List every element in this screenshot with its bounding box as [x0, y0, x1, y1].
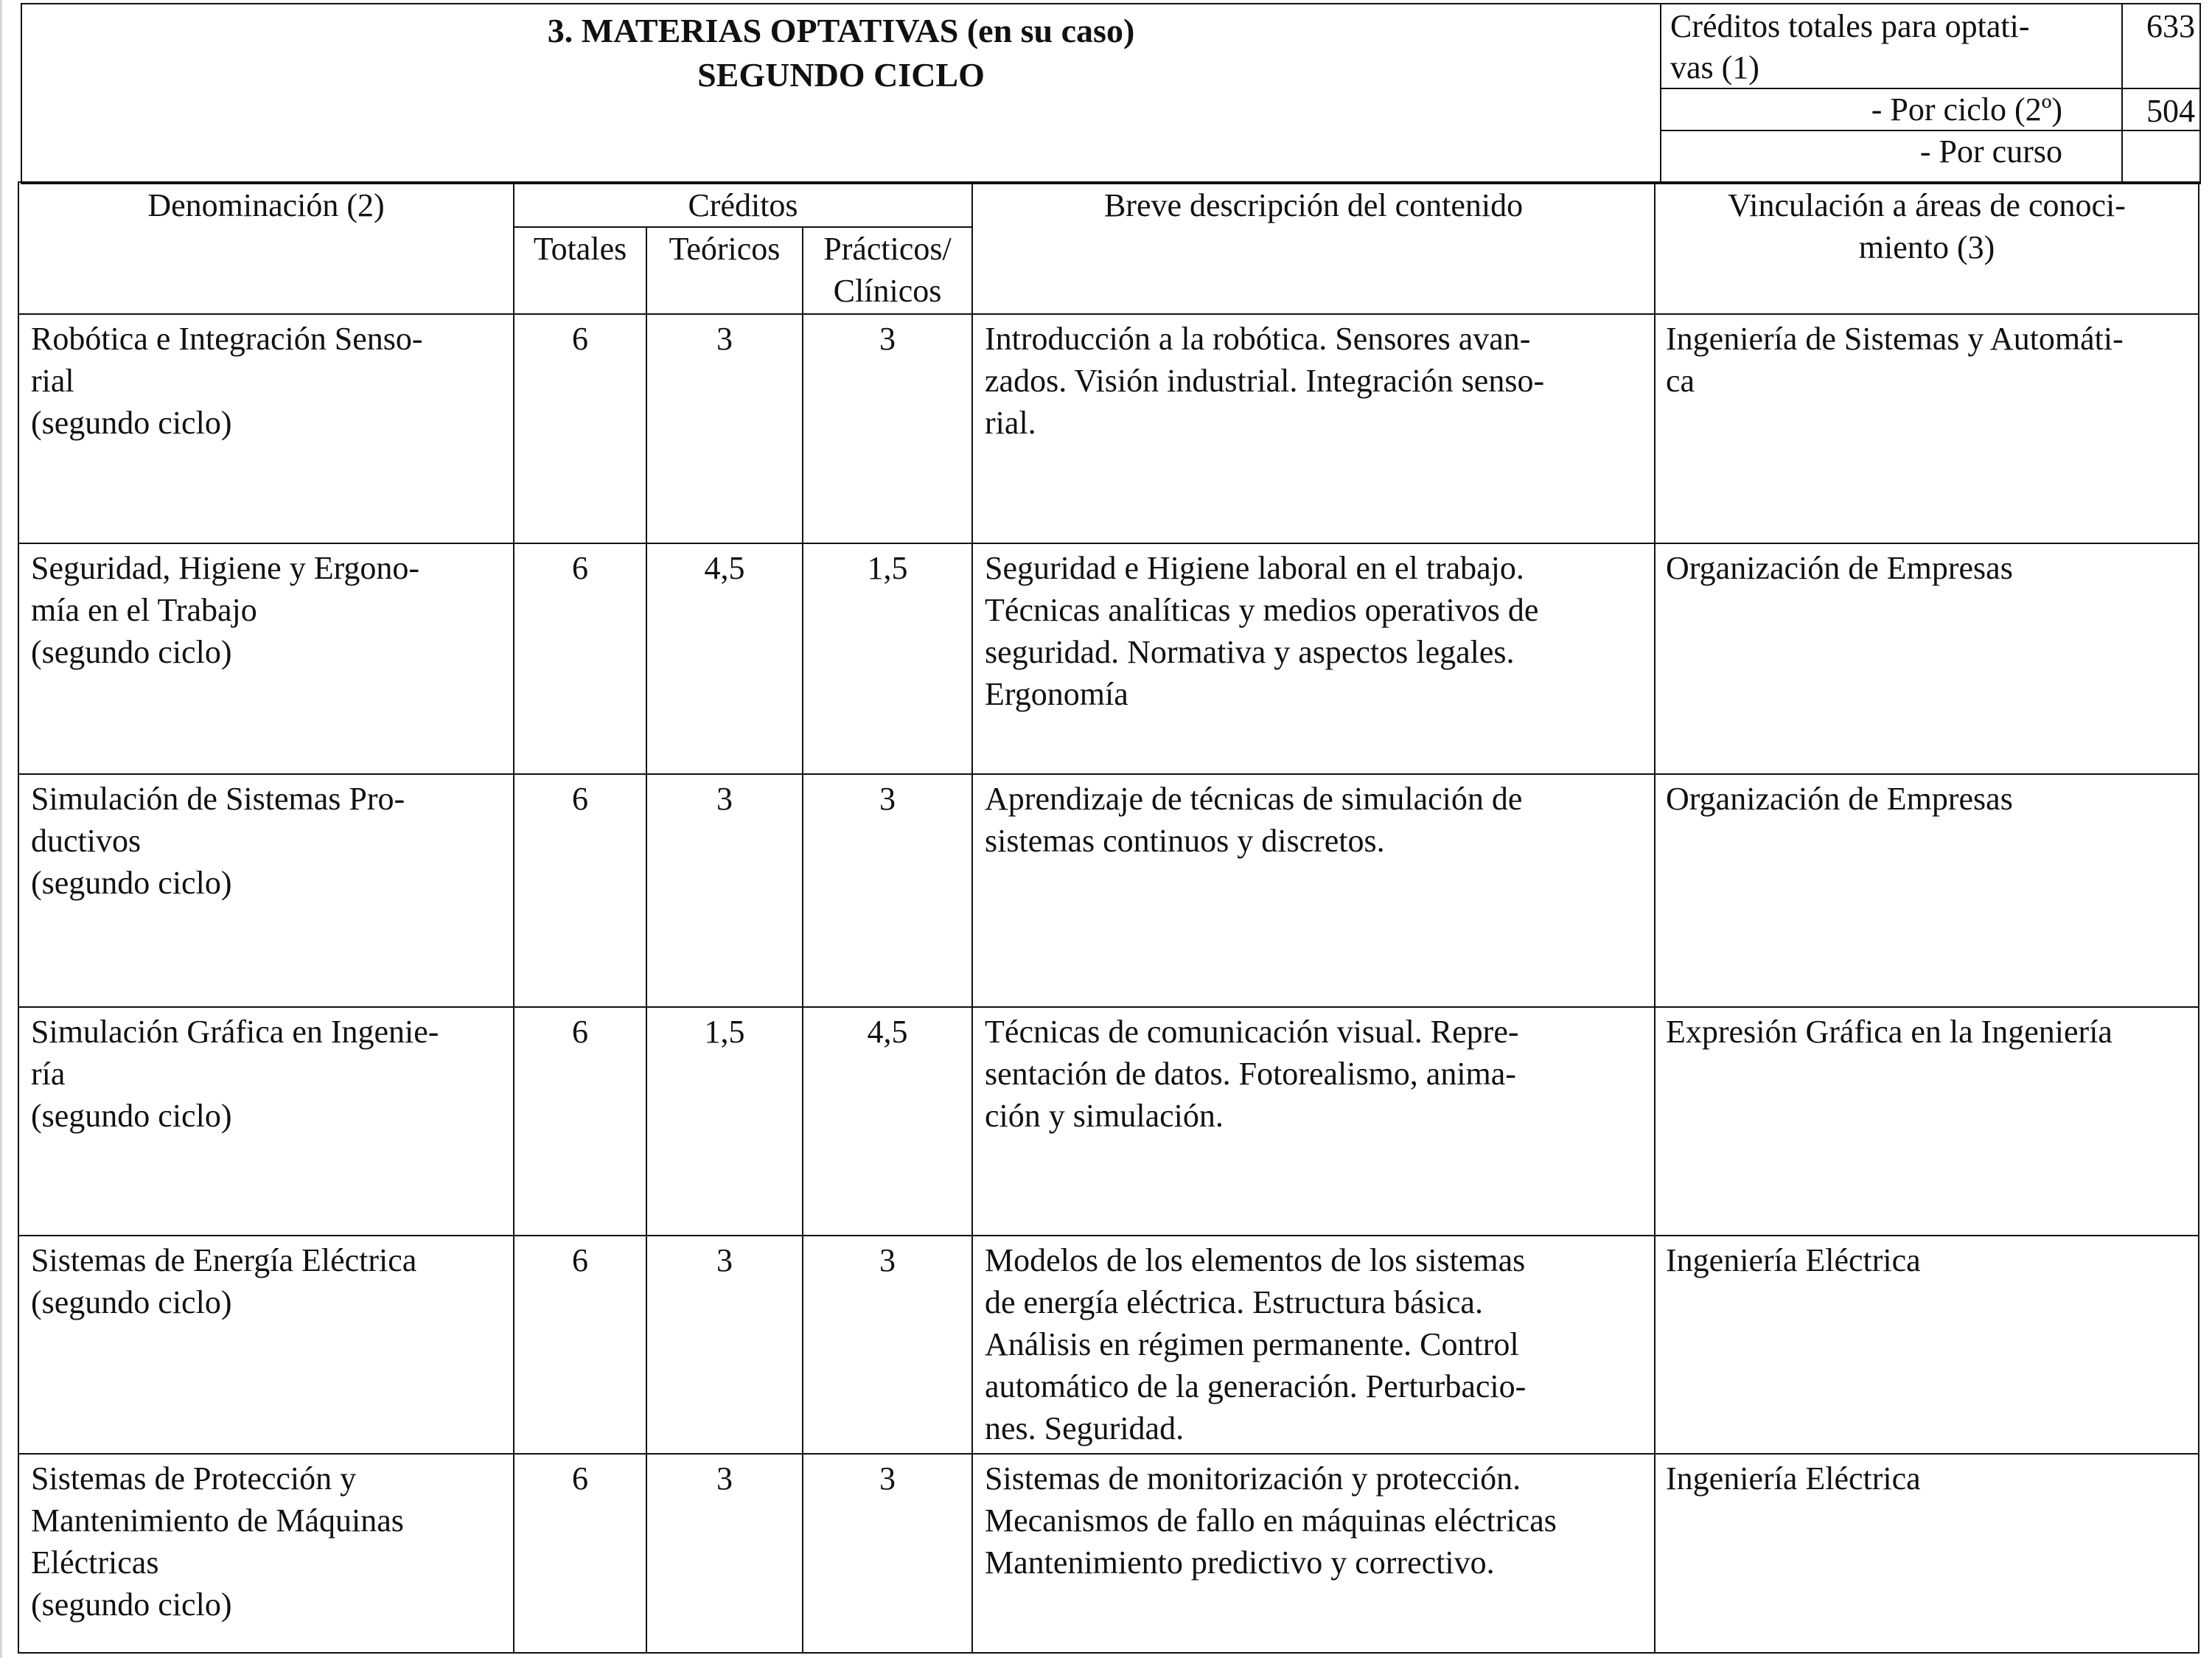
credits-theory: 3 [646, 1454, 803, 1653]
subject-name: Simulación de Sistemas Pro- ductivos (segundo ciclo) [18, 774, 514, 1007]
credits-practice: 3 [803, 1236, 972, 1453]
credits-total: 6 [514, 543, 646, 775]
col-header-totales: Totales [514, 227, 646, 314]
table-row [18, 314, 2199, 543]
table-row [18, 774, 2199, 1007]
title-line-1: 3. MATERIAS OPTATIVAS (en su caso) [547, 12, 1135, 49]
per-course-label: - Por curso [1661, 131, 2123, 183]
credits-practice: 3 [803, 1454, 972, 1653]
subject-name: Sistemas de Energía Eléctrica (segundo ciclo) [18, 1236, 514, 1453]
title-line-2: SEGUNDO CICLO [697, 56, 985, 94]
per-course-value [2123, 131, 2199, 183]
header-block [21, 3, 2201, 184]
credits-theory: 3 [646, 314, 803, 543]
knowledge-area: Organización de Empresas [1655, 543, 2199, 775]
credits-theory: 4,5 [646, 543, 803, 775]
subject-description: Técnicas de comunicación visual. Repre- sentación de datos. Fotorealismo, anima- ción y simulación. [972, 1007, 1655, 1236]
per-cycle-label: - Por ciclo (2º) [1661, 89, 2123, 131]
subject-description: Modelos de los elementos de los sistemas de energía eléctrica. Estructura básica. Análisis en régimen permanente. Control automático de la generación. Perturbacio- nes. Seguridad. [972, 1236, 1655, 1453]
knowledge-area: Ingeniería Eléctrica [1655, 1454, 2199, 1653]
table-row [18, 1236, 2199, 1453]
credits-total: 6 [514, 314, 646, 543]
subject-description: Seguridad e Higiene laboral en el trabajo. Técnicas analíticas y medios operativos de seguridad. Normativa y aspectos legales. Ergonomía [972, 543, 1655, 775]
knowledge-area: Ingeniería de Sistemas y Automáti- ca [1655, 314, 2199, 543]
credits-theory: 1,5 [646, 1007, 803, 1236]
credits-practice: 3 [803, 314, 972, 543]
col-header-teoricos: Teóricos [646, 227, 803, 314]
subject-name: Simulación Gráfica en Ingenie- ría (segundo ciclo) [18, 1007, 514, 1236]
col-header-descripcion: Breve descripción del contenido [972, 182, 1655, 314]
col-header-denominacion: Denominación (2) [18, 182, 514, 314]
knowledge-area: Expresión Gráfica en la Ingeniería [1655, 1007, 2199, 1236]
table-row [18, 1454, 2199, 1653]
credits-total: 6 [514, 1007, 646, 1236]
credits-practice: 3 [803, 774, 972, 1007]
total-credits-label: Créditos totales para optati- vas (1) [1661, 4, 2123, 89]
document-title [22, 4, 1661, 183]
knowledge-area: Ingeniería Eléctrica [1655, 1236, 2199, 1453]
table-row [18, 1007, 2199, 1236]
knowledge-area: Organización de Empresas [1655, 774, 2199, 1007]
table-row [18, 543, 2199, 775]
col-header-practicos: Prácticos/ Clínicos [803, 227, 972, 314]
subject-description: Introducción a la robótica. Sensores avan- zados. Visión industrial. Integración senso- rial. [972, 314, 1655, 543]
subject-name: Seguridad, Higiene y Ergono- mía en el Trabajo (segundo ciclo) [18, 543, 514, 775]
credits-practice: 1,5 [803, 543, 972, 775]
total-credits-value: 633 [2123, 4, 2199, 89]
credits-practice: 4,5 [803, 1007, 972, 1236]
credits-total: 6 [514, 1454, 646, 1653]
scan-edge-mark [0, 0, 2, 1658]
subject-name: Robótica e Integración Senso- rial (segundo ciclo) [18, 314, 514, 543]
col-header-creditos: Créditos [514, 182, 972, 227]
table-header-row [18, 182, 2199, 227]
credits-theory: 3 [646, 1236, 803, 1453]
col-header-vinculacion: Vinculación a áreas de conoci- miento (3) [1655, 182, 2199, 314]
credits-total: 6 [514, 774, 646, 1007]
subject-name: Sistemas de Protección y Mantenimiento de Máquinas Eléctricas (segundo ciclo) [18, 1454, 514, 1653]
subject-description: Sistemas de monitorización y protección. Mecanismos de fallo en máquinas eléctricas Mantenimiento predictivo y correctivo. [972, 1454, 1655, 1653]
subjects-table [18, 181, 2199, 1654]
subject-description: Aprendizaje de técnicas de simulación de sistemas continuos y discretos. [972, 774, 1655, 1007]
credits-total: 6 [514, 1236, 646, 1453]
per-cycle-value: 504 [2123, 89, 2199, 131]
credits-theory: 3 [646, 774, 803, 1007]
